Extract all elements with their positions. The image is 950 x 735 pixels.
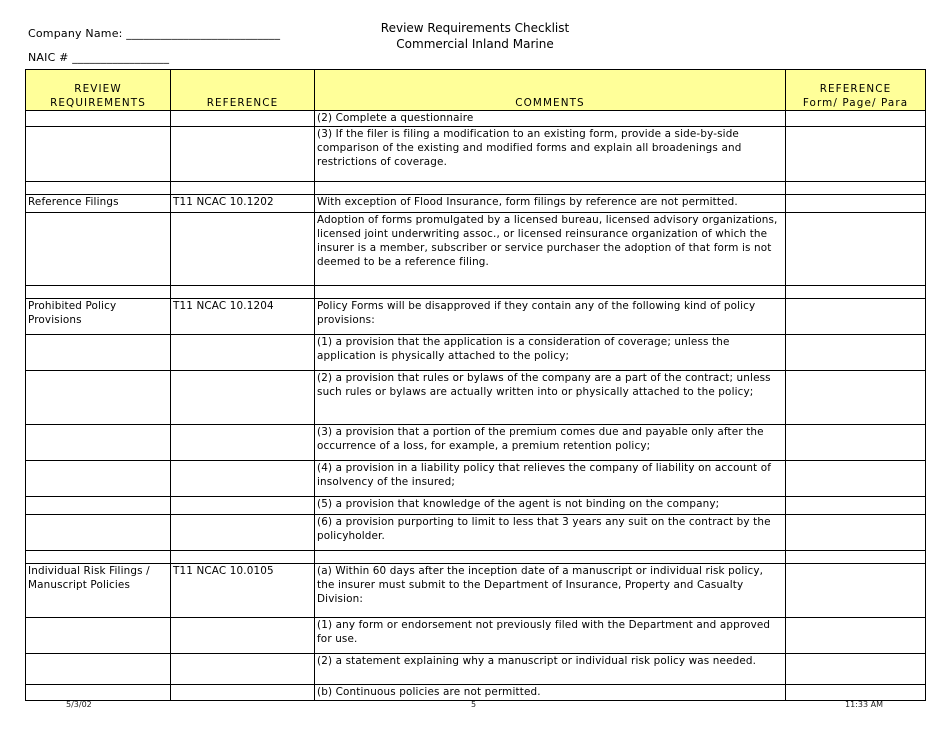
table-row: [26, 213, 926, 286]
table-row: [26, 564, 926, 618]
ref-cell: [171, 497, 315, 515]
ref-cell: T11 NCAC 10.1204: [171, 299, 315, 335]
form-cell: [786, 497, 926, 515]
comment-cell: (1) a provision that the application is a consideration of coverage; unless the application is physically attached to the policy;: [315, 335, 786, 371]
form-cell: [786, 286, 926, 299]
form-cell: [786, 564, 926, 618]
comment-cell: With exception of Flood Insurance, form filings by reference are not permitted.: [315, 195, 786, 213]
table-row: [26, 335, 926, 371]
ref-cell: [171, 335, 315, 371]
table-row: [26, 515, 926, 551]
req-cell: [26, 685, 171, 701]
req-cell: [26, 515, 171, 551]
table-row: [26, 461, 926, 497]
ref-cell: [171, 618, 315, 654]
req-cell: [26, 497, 171, 515]
req-cell: [26, 551, 171, 564]
req-cell: Individual Risk Filings / Manuscript Policies: [26, 564, 171, 618]
req-cell: [26, 111, 171, 127]
ref-cell: T11 NCAC 10.1202: [171, 195, 315, 213]
comment-cell: (a) Within 60 days after the inception date of a manuscript or individual risk policy, the insurer must submit to the Department of Insurance, Property and Casualty Division:: [315, 564, 786, 618]
comment-cell: (3) If the filer is filing a modification to an existing form, provide a side-by-side comparison of the existing and modified forms and explain all broadenings and restrictions of coverage.: [315, 127, 786, 182]
table-row: [26, 685, 926, 701]
comment-cell: (5) a provision that knowledge of the agent is not binding on the company;: [315, 497, 786, 515]
table-row: [26, 111, 926, 127]
comment-cell: (4) a provision in a liability policy that relieves the company of liability on account of insolvency of the insured;: [315, 461, 786, 497]
table-header-row: [26, 70, 926, 111]
ref-cell: [171, 425, 315, 461]
table-row: [26, 286, 926, 299]
table-row: [26, 299, 926, 335]
form-cell: [786, 618, 926, 654]
form-cell: [786, 515, 926, 551]
comment-cell: [315, 286, 786, 299]
naic-field: NAIC # _________________: [28, 51, 170, 64]
comment-cell: (2) Complete a questionnaire: [315, 111, 786, 127]
form-cell: [786, 127, 926, 182]
footer-time: 11:33 AM: [845, 700, 883, 709]
footer-page-number: 5: [471, 700, 477, 709]
ref-cell: [171, 371, 315, 425]
ref-cell: [171, 461, 315, 497]
ref-cell: T11 NCAC 10.0105: [171, 564, 315, 618]
document-subtitle: Commercial Inland Marine: [396, 37, 554, 51]
req-cell: [26, 654, 171, 685]
table-row: [26, 371, 926, 425]
comment-cell: [315, 182, 786, 195]
req-cell: [26, 618, 171, 654]
req-cell: [26, 286, 171, 299]
form-cell: [786, 182, 926, 195]
req-cell: [26, 182, 171, 195]
table-row: [26, 551, 926, 564]
ref-cell: [171, 685, 315, 701]
form-cell: [786, 371, 926, 425]
table-row: [26, 182, 926, 195]
ref-cell: [171, 213, 315, 286]
requirements-table: [25, 69, 926, 701]
document-title: Review Requirements Checklist: [380, 21, 570, 35]
comment-cell: Policy Forms will be disapproved if they contain any of the following kind of policy provisions:: [315, 299, 786, 335]
comment-cell: (6) a provision purporting to limit to less that 3 years any suit on the contract by the policyholder.: [315, 515, 786, 551]
col-header-reference-form: REFERENCE Form/ Page/ Para: [786, 70, 926, 111]
col-header-review-requirements: REVIEW REQUIREMENTS: [26, 70, 171, 111]
req-cell: Prohibited Policy Provisions: [26, 299, 171, 335]
ref-cell: [171, 111, 315, 127]
form-cell: [786, 195, 926, 213]
comment-cell: [315, 551, 786, 564]
table-row: [26, 497, 926, 515]
table-row: [26, 425, 926, 461]
req-cell: [26, 425, 171, 461]
req-cell: [26, 213, 171, 286]
ref-cell: [171, 127, 315, 182]
table-row: [26, 618, 926, 654]
form-cell: [786, 551, 926, 564]
req-cell: [26, 127, 171, 182]
comment-cell: (2) a statement explaining why a manuscript or individual risk policy was needed.: [315, 654, 786, 685]
col-header-reference: REFERENCE: [171, 70, 315, 111]
table-row: [26, 654, 926, 685]
ref-cell: [171, 286, 315, 299]
comment-cell: (2) a provision that rules or bylaws of the company are a part of the contract; unless such rules or bylaws are actually written into or physically attached to the policy;: [315, 371, 786, 425]
comment-cell: (3) a provision that a portion of the premium comes due and payable only after the occurrence of a loss, for example, a premium retention policy;: [315, 425, 786, 461]
footer-date: 5/3/02: [66, 700, 92, 709]
comment-cell: (1) any form or endorsement not previously filed with the Department and approved for use.: [315, 618, 786, 654]
form-cell: [786, 213, 926, 286]
col-header-comments: COMMENTS: [315, 70, 786, 111]
table-row: [26, 127, 926, 182]
ref-cell: [171, 182, 315, 195]
form-cell: [786, 461, 926, 497]
form-cell: [786, 299, 926, 335]
req-cell: [26, 461, 171, 497]
form-cell: [786, 685, 926, 701]
form-cell: [786, 335, 926, 371]
form-cell: [786, 111, 926, 127]
req-cell: Reference Filings: [26, 195, 171, 213]
company-name-field: Company Name: ___________________________: [28, 27, 281, 40]
form-cell: [786, 425, 926, 461]
form-cell: [786, 654, 926, 685]
comment-cell: (b) Continuous policies are not permitted.: [315, 685, 786, 701]
table-row: [26, 195, 926, 213]
req-cell: [26, 371, 171, 425]
ref-cell: [171, 515, 315, 551]
ref-cell: [171, 551, 315, 564]
ref-cell: [171, 654, 315, 685]
comment-cell: Adoption of forms promulgated by a licensed bureau, licensed advisory organizations, licensed joint underwriting assoc., or licensed reinsurance organization of which the insurer is a member, subscriber or service purchaser the adoption of that form is not deemed to be a reference filing.: [315, 213, 786, 286]
req-cell: [26, 335, 171, 371]
